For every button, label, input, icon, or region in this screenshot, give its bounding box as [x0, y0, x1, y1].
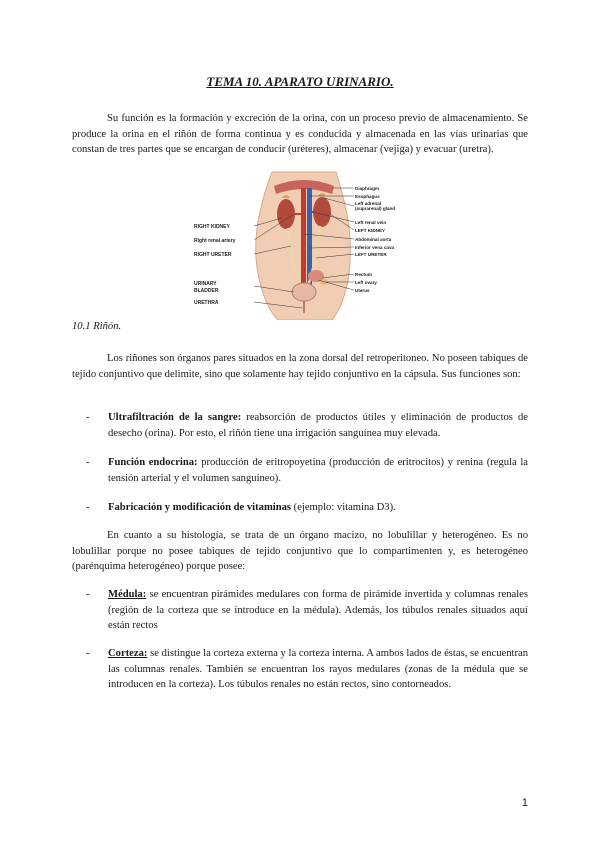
label-left-adrenal: Left adrenal — [355, 201, 382, 206]
label-urinary: URINARY — [194, 281, 217, 287]
page-title: TEMA 10. APARATO URINARIO. — [206, 74, 394, 89]
label-left-renal-vein: Left renal vein — [355, 220, 387, 225]
histology-paragraph: En cuanto a su histología, se trata de un órgano macizo, no lobulillar y heterogéneo. Es no lobulillar porque no posee tabiques de tejido conjuntivo que lo compartimenten y, es heterogéneo (parénquima heterogéneo) porque posee: — [72, 530, 528, 572]
list-item — [86, 410, 528, 441]
bullet-text: producción de eritropoyetina (producción de eritrocitos) y renina (regula la tensión arterial y el volumen sanguíneo). — [108, 457, 528, 484]
label-left-ureter: LEFT URETER — [355, 252, 387, 257]
label-inferior-vena-cava: Inferior vena cava — [355, 245, 395, 250]
label-suprarenal-gland: (suprarenal) gland — [355, 206, 396, 211]
label-left-ovary: Left ovary — [355, 280, 377, 285]
bullet-text: se encuentran pirámides medulares con forma de pirámide invertida y columnas renales (región de la corteza que se introduce en la médula). Además, los túbulos renales situados aquí están rectos — [108, 589, 528, 631]
bullet-dash: - — [86, 589, 90, 600]
intro-paragraph: Su función es la formación y excreción de la orina, con un proceso previo de almacenamiento. Se produce la orina en el riñón de forma continua y es conducida y almacenada en las vías urinarias que constan de tres partes que se encargan de conducir (uréteres), almacenar (vejiga) y evacuar (uretra). — [72, 113, 528, 155]
section-heading: 10.1 Riñón. — [72, 321, 122, 332]
label-abdominal-aorta: Abdominal aorta — [355, 237, 392, 242]
label-urethra: URETHRA — [194, 300, 219, 306]
label-esophagus: Esophagus — [355, 194, 380, 199]
bullet-dash: - — [86, 648, 90, 659]
bullet-dash: - — [86, 457, 90, 468]
label-diaphragm: Diaphragm — [355, 186, 379, 191]
label-bladder: BLADDER — [194, 288, 219, 294]
bullet-label: Ultrafiltración de la sangre: — [108, 412, 242, 423]
left-kidney-icon — [313, 197, 331, 227]
right-kidney-icon — [277, 199, 295, 229]
label-right-kidney: RIGHT KIDNEY — [194, 224, 230, 230]
label-right-renal-artery: Right renal artery — [194, 238, 236, 244]
label-right-ureter: RIGHT URETER — [194, 252, 232, 258]
bullet-text: reabsorción de productos útiles y eliminación de productos de desecho (orina). Por esto, el riñón tiene una irrigación sanguínea muy elevada. — [108, 412, 528, 439]
label-rectum: Rectum — [355, 272, 372, 277]
list-item — [86, 455, 528, 486]
page-number: 1 — [521, 797, 528, 809]
list-item — [86, 587, 528, 634]
bullet-label: Función endocrina: — [108, 457, 198, 468]
label-left-kidney: LEFT KIDNEY — [355, 228, 386, 233]
list-item — [86, 646, 528, 693]
kidney-intro-paragraph: Los riñones son órganos pares situados en la zona dorsal del retroperitoneo. No poseen tabiques de tejido conjuntivo que delimite, sino que solamente hay tejido conjuntivo en la cápsula. Sus funciones son: — [72, 353, 528, 380]
bullet-text: se distingue la corteza externa y la corteza interna. A ambos lados de éstas, se encuentran las columnas renales. También se encuentran los rayos medulares (zonas de la médula que se introducen en la corteza). Los túbulos renales no están rectos, sino contorneados. — [108, 648, 528, 690]
urinary-system-figure — [192, 168, 410, 320]
list-item — [86, 500, 528, 516]
bullet-dash: - — [86, 502, 90, 513]
bullet-dash: - — [86, 412, 90, 423]
bullet-label: Fabricación y modificación de vitaminas — [108, 502, 292, 513]
bullet-label: Corteza: — [108, 648, 148, 659]
label-uterus: Uterus — [355, 288, 370, 293]
bullet-text: (ejemplo: vitamina D3). — [291, 502, 396, 513]
bullet-label: Médula: — [108, 589, 147, 600]
